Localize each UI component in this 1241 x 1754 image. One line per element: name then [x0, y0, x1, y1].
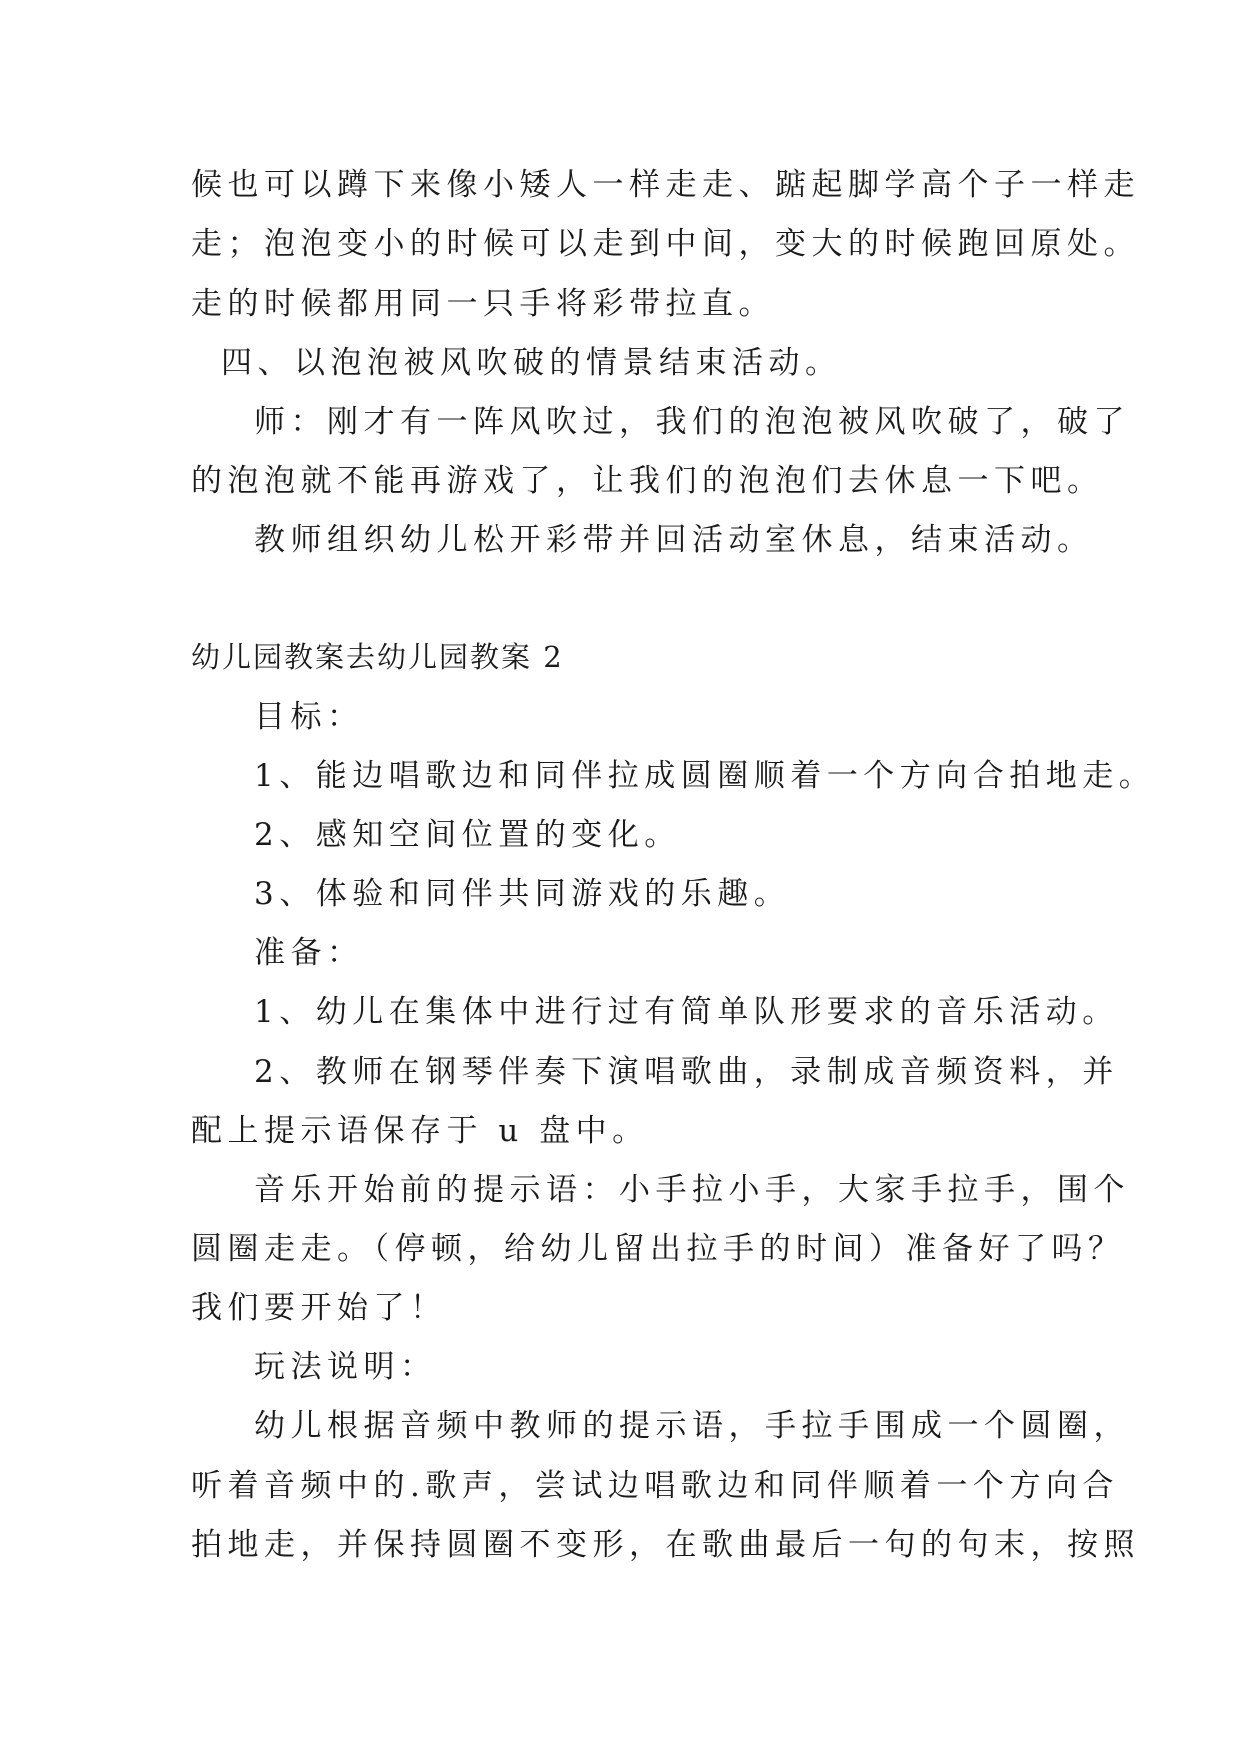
list-item: 1、能边唱歌边和同伴拉成圆圈顺着一个方向合拍地走。: [254, 758, 1156, 794]
text-line: 我们要开始了！: [191, 1290, 447, 1326]
text-line: 师：刚才有一阵风吹过，我们的泡泡被风吹破了，破了: [254, 404, 1130, 440]
section-label: 玩法说明：: [254, 1349, 437, 1385]
text-line: 的泡泡就不能再游戏了，让我们的泡泡们去休息一下吧。: [191, 463, 1104, 499]
text-line: 听着音频中的.歌声，尝试边唱歌边和同伴顺着一个方向合: [191, 1468, 1119, 1504]
document-title: 幼儿园教案去幼儿园教案 2: [191, 640, 564, 674]
text-line: 教师组织幼儿松开彩带并回活动室休息，结束活动。: [254, 522, 1094, 558]
text-line: 拍地走，并保持圆圈不变形，在歌曲最后一句的句末，按照: [191, 1527, 1140, 1563]
section-label: 目标：: [254, 699, 364, 735]
section-heading: 四、以泡泡被风吹破的情景结束活动。: [221, 345, 842, 381]
text-line: 走；泡泡变小的时候可以走到中间，变大的时候跑回原处。: [191, 226, 1140, 262]
list-item: 1、幼儿在集体中进行过有简单队形要求的音乐活动。: [254, 994, 1119, 1030]
text-line: 音乐开始前的提示语：小手拉小手，大家手拉手，围个: [254, 1172, 1130, 1208]
text-line: 配上提示语保存于 u 盘中。: [191, 1113, 649, 1149]
list-item: 3、体验和同伴共同游戏的乐趣。: [254, 876, 791, 912]
section-label: 准备：: [254, 935, 364, 971]
list-item: 2、感知空间位置的变化。: [254, 817, 681, 853]
list-item: 2、教师在钢琴伴奏下演唱歌曲，录制成音频资料，并: [254, 1054, 1119, 1090]
text-line: 走的时候都用同一只手将彩带拉直。: [191, 286, 775, 322]
text-line: 幼儿根据音频中教师的提示语，手拉手围成一个圆圈，: [254, 1408, 1130, 1444]
text-line: 候也可以蹲下来像小矮人一样走走、踮起脚学高个子一样走: [191, 167, 1140, 203]
text-line: 圆圈走走。（停顿，给幼儿留出拉手的时间）准备好了吗？: [191, 1231, 1125, 1267]
